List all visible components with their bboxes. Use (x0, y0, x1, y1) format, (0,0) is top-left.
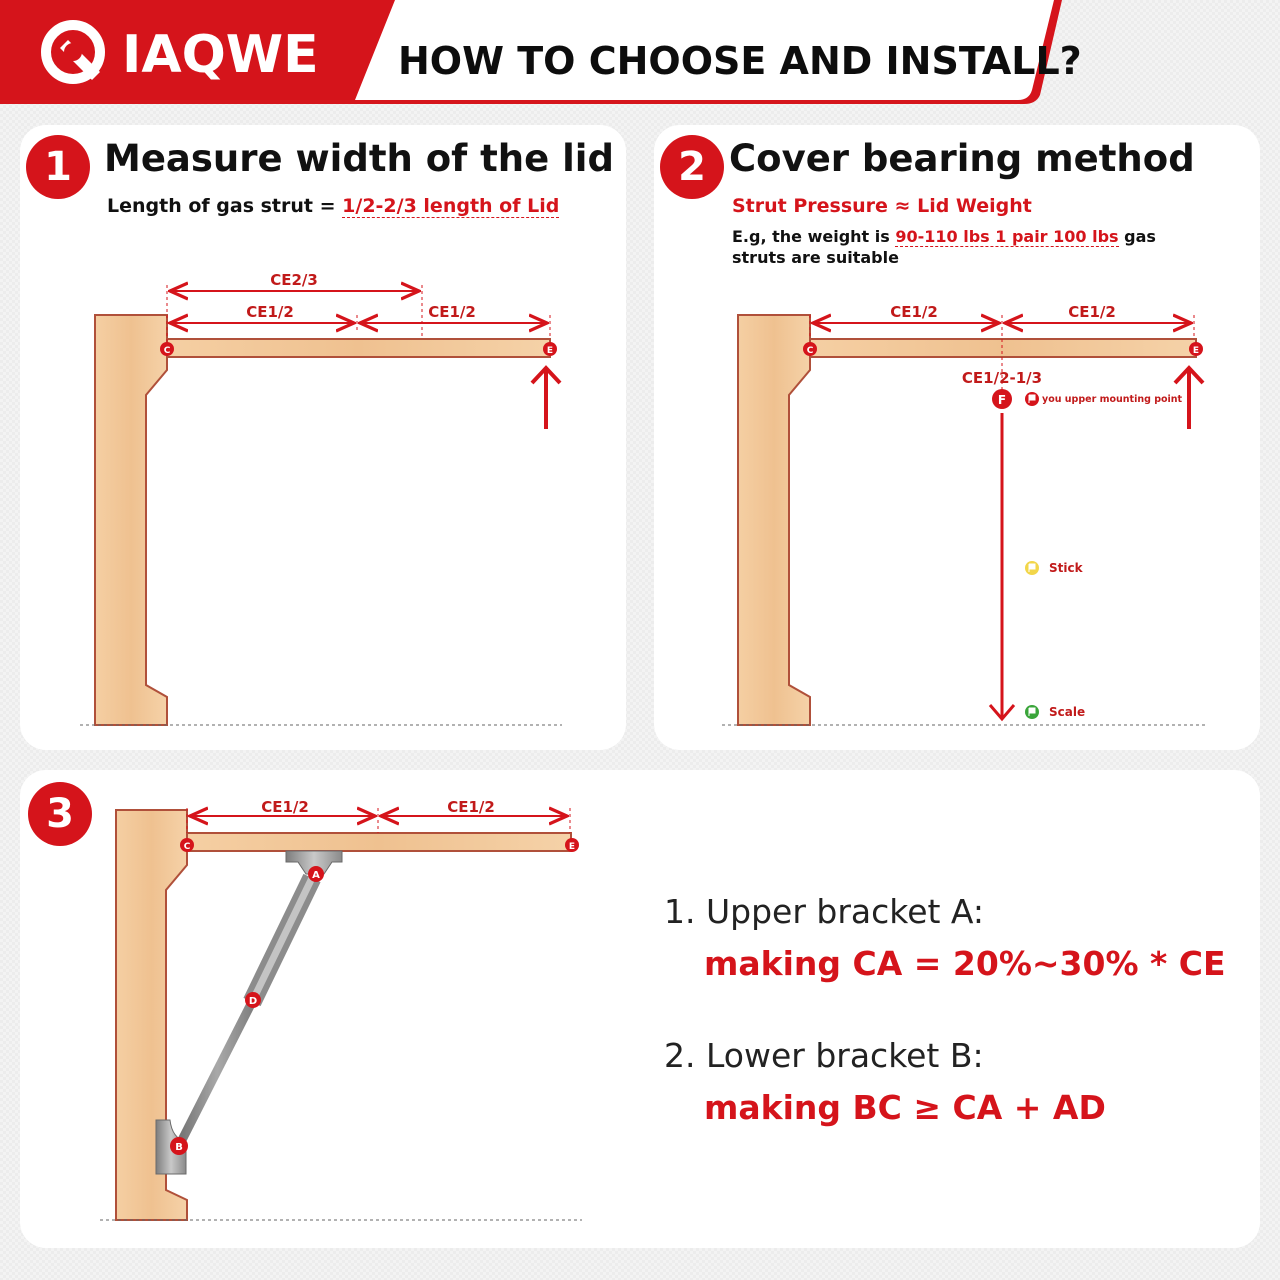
lid (810, 339, 1196, 357)
header-background (0, 0, 1280, 110)
step-1-badge: 1 (26, 135, 90, 199)
scale-arrow (990, 413, 1014, 719)
step-3-diagram (20, 770, 620, 1248)
lid (187, 833, 571, 851)
legend-mount-label: you upper mounting point (1042, 394, 1183, 405)
step-3-badge: 3 (28, 782, 92, 846)
step-2-badge: 2 (660, 135, 724, 199)
brand-name: IAQWE (122, 25, 319, 85)
lid (167, 339, 550, 357)
point-c-label: C (183, 842, 191, 852)
dim-label-left-half: CE1/2 (246, 303, 294, 321)
instruction-2-label: 2. Lower bracket B: (664, 1036, 984, 1075)
headline: HOW TO CHOOSE AND INSTALL? (398, 39, 1082, 83)
point-a-label: A (312, 870, 320, 881)
step-2-diagram (654, 125, 1260, 750)
step-2-title: Cover bearing method (729, 137, 1195, 180)
dim-label-right-half: CE1/2 (1068, 303, 1116, 321)
instruction-1-formula: making CA = 20%~30% * CE (704, 944, 1226, 983)
point-e-label: E (546, 346, 554, 356)
header-banner (0, 0, 1280, 110)
lift-arrow-icon (532, 368, 560, 429)
point-e-label: E (568, 842, 576, 852)
instruction-1-label: 1. Upper bracket A: (664, 892, 985, 931)
point-d-label: D (248, 996, 258, 1007)
step-1-panel (20, 125, 626, 750)
step-1-rule-prefix: Length of gas strut = (107, 195, 343, 217)
instruction-2-formula: making BC ≥ CA + AD (704, 1088, 1106, 1127)
cabinet-side (95, 315, 167, 725)
dim-label-ce23: CE2/3 (270, 271, 318, 289)
dim-label-right-half: CE1/2 (428, 303, 476, 321)
legend-scale (1025, 705, 1085, 719)
step-1-rule-value: 1/2-2/3 length of Lid (342, 195, 560, 217)
step-2-panel (654, 125, 1260, 750)
point-c-label: C (163, 346, 171, 356)
step-1-title: Measure width of the lid (104, 137, 614, 180)
dim-label-right-half: CE1/2 (447, 798, 495, 816)
point-b-label: B (175, 1142, 183, 1153)
legend-scale-label: Scale (1049, 705, 1086, 719)
dim-label-mid: CE1/2-1/3 (961, 369, 1043, 387)
legend-mount (1025, 392, 1183, 406)
dim-label-left-half: CE1/2 (261, 798, 309, 816)
step-2-rule: Strut Pressure ≈ Lid Weight (732, 195, 1032, 217)
legend-stick (1025, 561, 1084, 575)
legend-stick-label: Stick (1049, 561, 1083, 575)
step-3-panel (20, 770, 1260, 1248)
point-e-label: E (1192, 346, 1200, 356)
dim-label-left-half: CE1/2 (890, 303, 938, 321)
point-f-label: F (997, 393, 1007, 407)
step-2-example-suffix: gas struts are suitable (732, 227, 1156, 267)
step-1-diagram (20, 125, 626, 750)
cabinet-side (738, 315, 810, 725)
gas-strut (182, 878, 312, 1140)
point-c-label: C (806, 346, 814, 356)
step-2-example-prefix: E.g, the weight is (732, 227, 896, 246)
step-2-example-value: 90-110 lbs 1 pair 100 lbs (895, 227, 1119, 246)
